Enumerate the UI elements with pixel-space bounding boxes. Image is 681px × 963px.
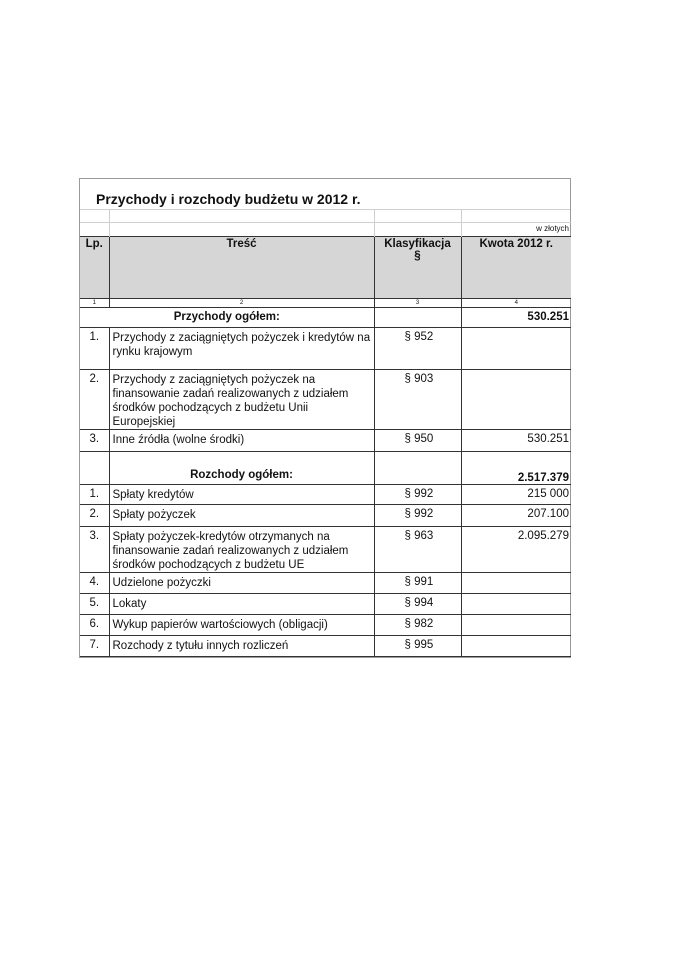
przychody-summary-row (80, 308, 571, 328)
row-amount (461, 328, 571, 370)
table-row (80, 615, 571, 636)
table-row (80, 505, 571, 527)
row-class: § 982 (374, 615, 461, 636)
row-lp: 3. (80, 527, 109, 573)
row-amount: 2.095.279 (461, 527, 571, 573)
row-class: § 950 (374, 430, 461, 452)
table-row (80, 573, 571, 594)
header-tresc: Treść (109, 237, 374, 299)
row-lp: 2. (80, 505, 109, 527)
table-row (80, 527, 571, 573)
row-text: Spłaty kredytów (109, 485, 374, 505)
row-class: § 991 (374, 573, 461, 594)
unit-note: w złotych (536, 224, 569, 233)
row-lp: 1. (80, 328, 109, 370)
row-class: § 994 (374, 594, 461, 615)
row-text: Przychody z zaciągniętych pożyczek i kredytów na rynku krajowym (109, 328, 374, 370)
row-text: Lokaty (109, 594, 374, 615)
row-amount (461, 370, 571, 430)
row-class: § 992 (374, 485, 461, 505)
row-lp: 6. (80, 615, 109, 636)
row-class: § 952 (374, 328, 461, 370)
row-text: Udzielone pożyczki (109, 573, 374, 594)
rozchody-label: Rozchody ogółem: (109, 452, 374, 485)
row-text: Spłaty pożyczek-kredytów otrzymanych na finansowanie zadań realizowanych z udziałem środków pochodzących z budżetu UE (109, 527, 374, 573)
table-row (80, 328, 571, 370)
row-text: Spłaty pożyczek (109, 505, 374, 527)
table-row (80, 636, 571, 657)
column-number: 2 (109, 299, 374, 308)
header-lp: Lp. (80, 237, 109, 299)
column-number: 1 (80, 299, 109, 308)
table-row (80, 430, 571, 452)
row-text: Rozchody z tytułu innych rozliczeń (109, 636, 374, 657)
table-row (80, 485, 571, 505)
row-amount: 207.100 (461, 505, 571, 527)
row-text: Wykup papierów wartościowych (obligacji) (109, 615, 374, 636)
column-number: 3 (374, 299, 461, 308)
row-lp: 3. (80, 430, 109, 452)
row-lp: 2. (80, 370, 109, 430)
budget-sheet (79, 178, 571, 658)
row-lp: 7. (80, 636, 109, 657)
row-text: Przychody z zaciągniętych pożyczek na finansowanie zadań realizowanych z udziałem środków pochodzących z budżetu Unii Europejskiej (109, 370, 374, 430)
row-lp: 4. (80, 573, 109, 594)
przychody-total: 530.251 (461, 308, 571, 328)
empty-cell (374, 308, 461, 328)
header-row (80, 237, 571, 299)
row-amount: 530.251 (461, 430, 571, 452)
page-title: Przychody i rozchody budżetu w 2012 r. (96, 191, 361, 207)
row-class: § 963 (374, 527, 461, 573)
row-amount: 215 000 (461, 485, 571, 505)
row-lp: 1. (80, 485, 109, 505)
header-klasyfikacja-label: Klasyfikacja (384, 238, 451, 250)
row-text: Inne źródła (wolne środki) (109, 430, 374, 452)
budget-table (80, 210, 571, 657)
empty-cell (374, 452, 461, 485)
rozchody-summary-row (80, 452, 571, 485)
header-klasyfikacja (374, 237, 461, 299)
row-amount (461, 594, 571, 615)
row-amount (461, 615, 571, 636)
row-class: § 995 (374, 636, 461, 657)
title-row (80, 179, 570, 210)
rozchody-total: 2.517.379 (461, 452, 571, 485)
row-class: § 903 (374, 370, 461, 430)
table-row (80, 594, 571, 615)
spacer-row (80, 210, 571, 223)
unit-row (80, 223, 571, 237)
przychody-label: Przychody ogółem: (80, 308, 374, 328)
row-amount (461, 636, 571, 657)
header-kwota: Kwota 2012 r. (461, 237, 571, 299)
table-row (80, 370, 571, 430)
row-lp: 5. (80, 594, 109, 615)
column-number: 4 (461, 299, 571, 308)
row-amount (461, 573, 571, 594)
row-class: § 992 (374, 505, 461, 527)
column-number-row (80, 299, 571, 308)
header-paragraph-sign: § (414, 250, 421, 262)
empty-cell (80, 452, 109, 485)
